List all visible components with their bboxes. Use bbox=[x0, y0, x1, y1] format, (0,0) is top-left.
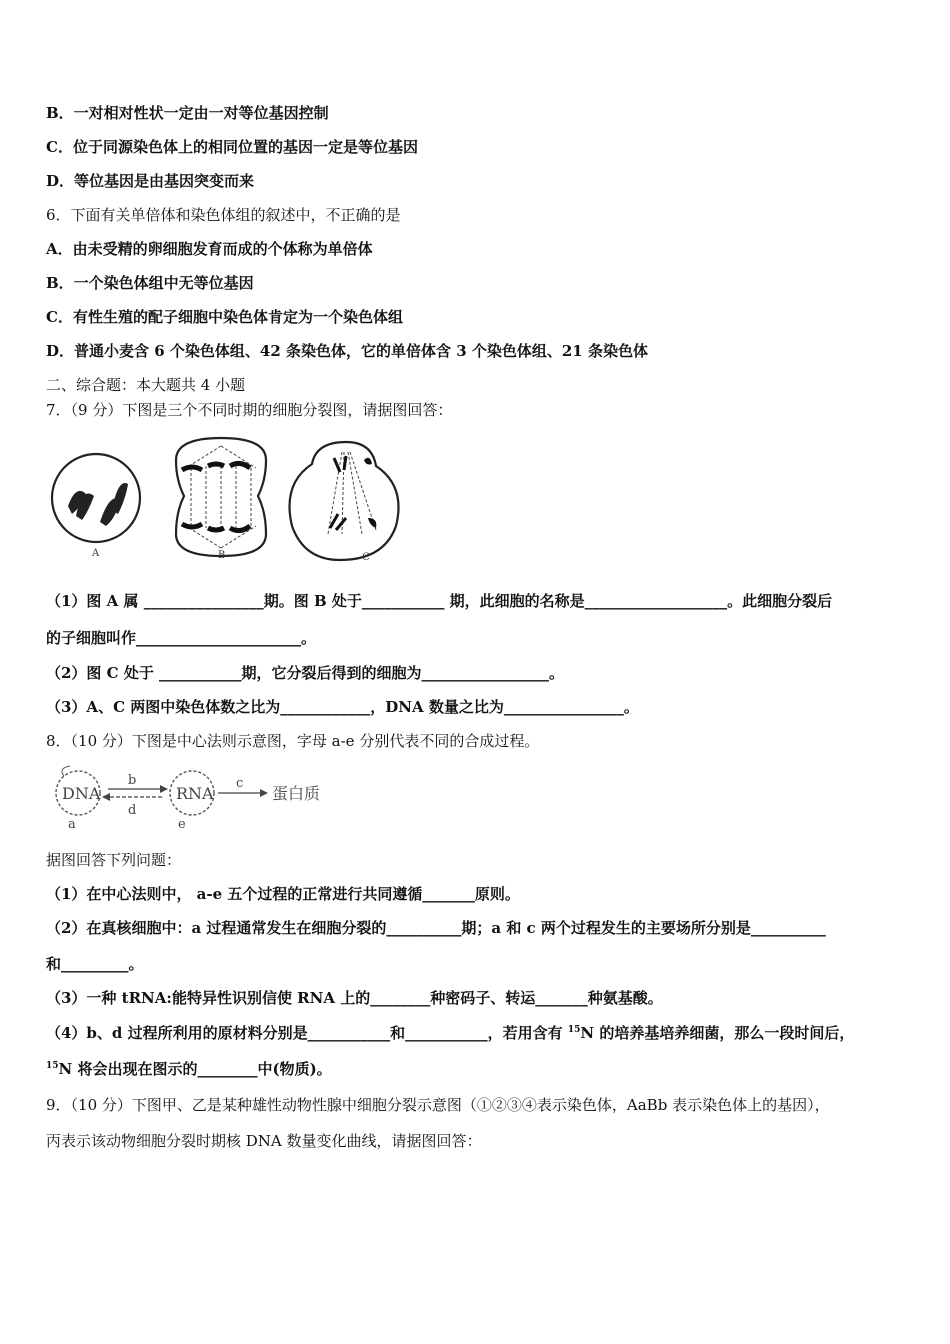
central-dogma-diagram bbox=[50, 762, 340, 836]
q8-intro: 据图回答下列问题： bbox=[46, 851, 182, 869]
cell-a bbox=[52, 454, 140, 559]
process-a: a bbox=[68, 817, 76, 832]
label-b: B bbox=[218, 550, 226, 561]
dna-label: DNA bbox=[62, 784, 101, 803]
q7-part2: （2）图 C 处于 ___________期，它分裂后得到的细胞为_________________。 bbox=[46, 664, 565, 682]
q8-part3: （3）一种 tRNA:能特异性识别信使 RNA 上的________种密码子、转运_______种氨基酸。 bbox=[46, 989, 663, 1007]
q8-stem: 8．（10 分）下图是中心法则示意图，字母 a-e 分别代表不同的合成过程。 bbox=[46, 732, 540, 750]
q6-option-d: D．普通小麦含 6 个染色体组、42 条染色体，它的单倍体含 3 个染色体组、21 条染色体 bbox=[46, 342, 648, 360]
q7-part1-line2: 的子细胞叫作______________________。 bbox=[46, 629, 317, 647]
q7-stem: 7．（9 分）下图是三个不同时期的细胞分裂图，请据图回答： bbox=[46, 401, 453, 419]
cell-division-figure bbox=[46, 430, 426, 574]
protein-label: 蛋白质 bbox=[272, 784, 321, 803]
q7-part1-line1: （1）图 A 属 ________________期。图 B 处于___________ 期，此细胞的名称是___________________。此细胞分裂后 bbox=[46, 592, 833, 610]
cell-b bbox=[176, 438, 266, 561]
q9-stem-line2: 丙表示该动物细胞分裂时期核 DNA 数量变化曲线，请据图回答： bbox=[46, 1132, 482, 1150]
label-a: A bbox=[92, 548, 100, 559]
q9-stem-line1: 9．（10 分）下图甲、乙是某种雄性动物性腺中细胞分裂示意图（①②③④表示染色体，AaBb 表示染色体上的基因）， bbox=[46, 1096, 830, 1114]
q5-option-c: C．位于同源染色体上的相同位置的基因一定是等位基因 bbox=[46, 138, 418, 156]
rna-label: RNA bbox=[176, 784, 214, 803]
q6-option-c: C．有性生殖的配子细胞中染色体肯定为一个染色体组 bbox=[46, 308, 403, 326]
q6-stem: 6．下面有关单倍体和染色体组的叙述中，不正确的是 bbox=[46, 206, 401, 224]
q8-part4-line1: （4）b、d 过程所利用的原材料分别是___________和___________，若用含有 $^{15}$N 的培养基培养细菌，那么一段时间后， bbox=[46, 1024, 855, 1042]
process-e: e bbox=[178, 817, 186, 832]
cell-c bbox=[290, 442, 399, 563]
q6-option-a: A．由未受精的卵细胞发育而成的个体称为单倍体 bbox=[46, 240, 373, 258]
q8-part2-line1: （2）在真核细胞中：a 过程通常发生在细胞分裂的__________期；a 和 c 两个过程发生的主要场所分别是__________ bbox=[46, 919, 826, 937]
q5-option-d: D．等位基因是由基因突变而来 bbox=[46, 172, 255, 190]
label-c: C bbox=[362, 552, 370, 563]
process-b: b bbox=[128, 773, 137, 788]
process-c: c bbox=[236, 776, 244, 791]
q8-part4-line2: $^{15}$N 将会出现在图示的________中(物质)。 bbox=[46, 1060, 332, 1078]
q6-option-b: B．一个染色体组中无等位基因 bbox=[46, 274, 254, 292]
process-d: d bbox=[128, 803, 137, 818]
q8-part1: （1）在中心法则中， a-e 五个过程的正常进行共同遵循_______原则。 bbox=[46, 885, 520, 903]
q5-option-b: B．一对相对性状一定由一对等位基因控制 bbox=[46, 104, 329, 122]
section-heading: 二、综合题：本大题共 4 小题 bbox=[46, 376, 246, 394]
q8-part2-line2: 和_________。 bbox=[46, 955, 144, 973]
q7-part3: （3）A、C 两图中染色体数之比为____________，DNA 数量之比为________________。 bbox=[46, 698, 639, 716]
